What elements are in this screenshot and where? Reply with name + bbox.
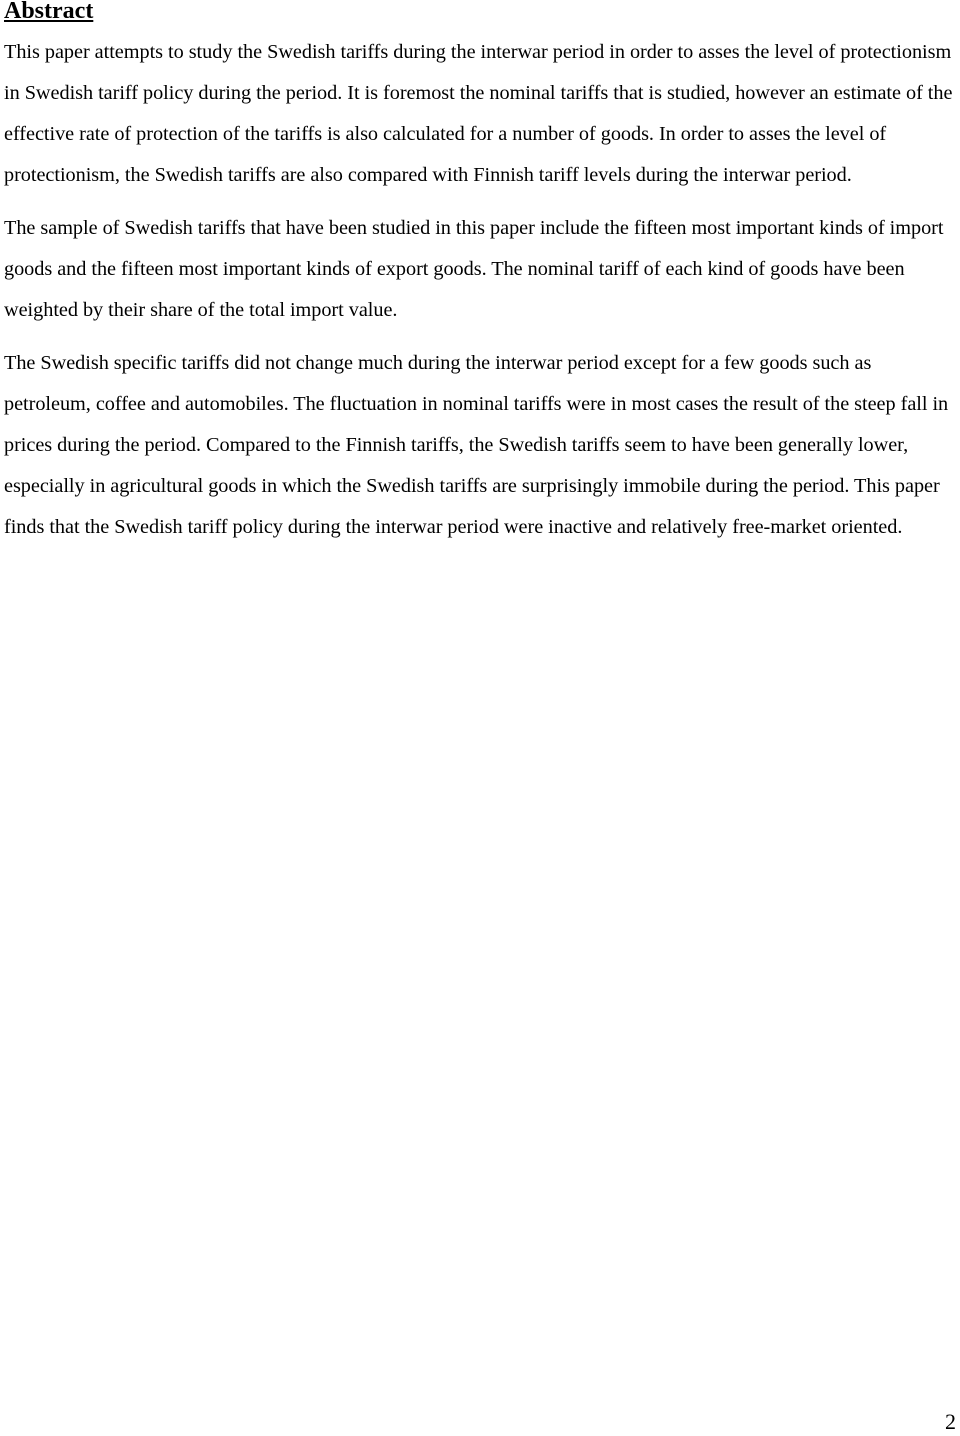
abstract-body bbox=[4, 32, 960, 560]
abstract-paragraph-1: This paper attempts to study the Swedish tariffs during the interwar period in order to asses the level of protectionism in Swedish tariff policy during the period. It is foremost the nominal tariffs that is studied, however an estimate of the effective rate of protection of the tariffs is also calculated for a number of goods. In order to asses the level of protectionism, the Swedish tariffs are also compared with Finnish tariff levels during the interwar period. bbox=[4, 41, 953, 186]
section-heading: Abstract bbox=[4, 0, 94, 24]
abstract-paragraph-2: The sample of Swedish tariffs that have been studied in this paper include the fifteen most important kinds of import goods and the fifteen most important kinds of export goods. The nominal tariff of each kind of goods have been weighted by their share of the total import value. bbox=[4, 217, 944, 321]
abstract-paragraph-3: The Swedish specific tariffs did not change much during the interwar period except for a few goods such as petroleum, coffee and automobiles. The fluctuation in nominal tariffs were in most cases the result of the steep fall in prices during the period. Compared to the Finnish tariffs, the Swedish tariffs seem to have been generally lower, especially in agricultural goods in which the Swedish tariffs are surprisingly immobile during the period. This paper finds that the Swedish tariff policy during the interwar period were inactive and relatively free-market oriented. bbox=[4, 352, 949, 538]
page-number: 2 bbox=[945, 1409, 956, 1434]
